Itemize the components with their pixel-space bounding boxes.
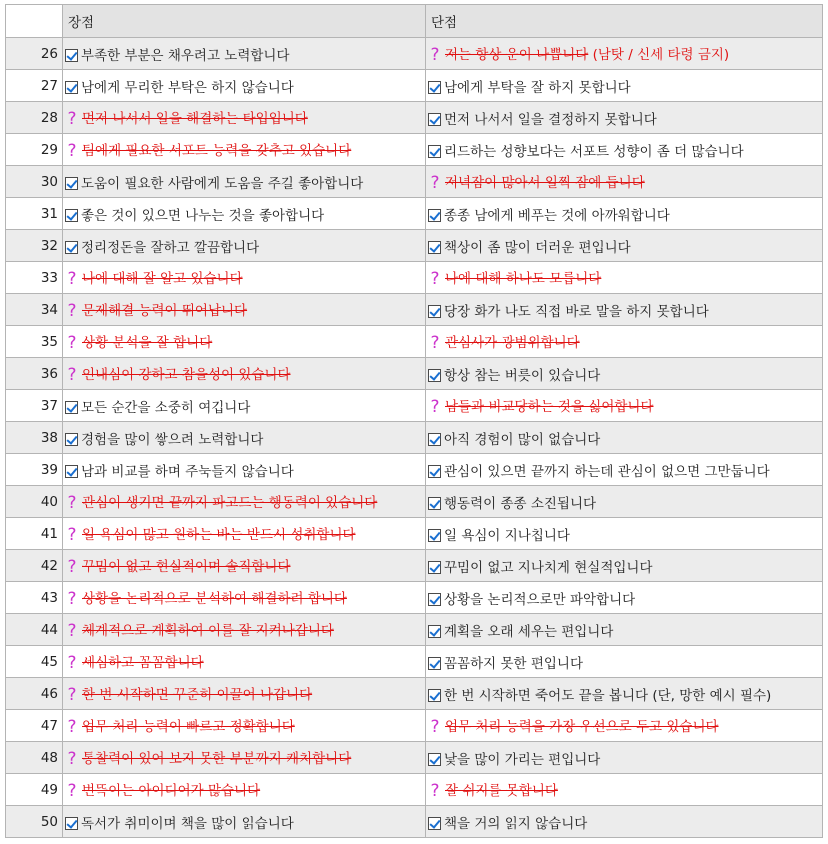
- table-row: [6, 102, 823, 134]
- pro-text: 도움이 필요한 사람에게 도움을 주길 좋아합니다: [81, 175, 364, 192]
- con-cell: [426, 326, 823, 358]
- con-text: 일 욕심이 지나칩니다: [444, 527, 570, 544]
- row-number: 34: [6, 294, 63, 326]
- row-number: 40: [6, 486, 63, 518]
- con-text: 저는 항상 운이 나쁩니다: [445, 46, 589, 63]
- checkbox-checked-icon: [428, 465, 441, 478]
- pro-cell: [63, 710, 426, 742]
- checkbox-checked-icon: [428, 241, 441, 254]
- question-mark-icon: ?: [67, 300, 77, 321]
- pro-text: 문제해결 능력이 뛰어납니다: [82, 302, 248, 319]
- con-text: 잘 쉬지를 못합니다: [445, 782, 558, 799]
- row-number: 37: [6, 390, 63, 422]
- table-row: [6, 518, 823, 550]
- con-cell: [426, 102, 823, 134]
- con-text: 업무 처리 능력을 가장 우선으로 두고 있습니다: [445, 718, 719, 735]
- pro-cell: [63, 134, 426, 166]
- checkbox-checked-icon: [428, 753, 441, 766]
- pro-text: 상황을 논리적으로 분석하여 해결하려 합니다: [82, 590, 347, 607]
- checkbox-checked-icon: [428, 209, 441, 222]
- header-cons: 단점: [426, 5, 823, 38]
- table-row: [6, 550, 823, 582]
- pro-text: 남과 비교를 하며 주눅들지 않습니다: [81, 463, 294, 480]
- table-row: [6, 742, 823, 774]
- pro-text: 상황 분석을 잘 합니다: [82, 334, 213, 351]
- pros-cons-table: [5, 4, 823, 838]
- question-mark-icon: ?: [67, 748, 77, 769]
- question-mark-icon: ?: [67, 716, 77, 737]
- checkbox-checked-icon: [65, 49, 78, 62]
- row-number: 43: [6, 582, 63, 614]
- pro-text: 나에 대해 잘 알고 있습니다: [82, 270, 243, 287]
- con-cell: [426, 454, 823, 486]
- table-row: [6, 262, 823, 294]
- pro-cell: [63, 102, 426, 134]
- row-number: 48: [6, 742, 63, 774]
- row-number: 46: [6, 678, 63, 710]
- con-cell: [426, 166, 823, 198]
- question-mark-icon: ?: [67, 652, 77, 673]
- row-number: 44: [6, 614, 63, 646]
- con-text: 책을 거의 읽지 않습니다: [444, 815, 588, 832]
- table-row: [6, 422, 823, 454]
- pro-text: 먼저 나서서 일을 해결하는 타입입니다: [82, 110, 308, 127]
- table-header-row: [6, 5, 823, 38]
- con-text: 항상 참는 버릇이 있습니다: [444, 367, 601, 384]
- con-text: 남에게 부탁을 잘 하지 못합니다: [444, 79, 631, 96]
- con-cell: [426, 230, 823, 262]
- table-row: [6, 166, 823, 198]
- checkbox-checked-icon: [428, 305, 441, 318]
- row-number: 47: [6, 710, 63, 742]
- question-mark-icon: ?: [67, 684, 77, 705]
- table-row: [6, 582, 823, 614]
- checkbox-checked-icon: [65, 817, 78, 830]
- table-row: [6, 678, 823, 710]
- question-mark-icon: ?: [67, 620, 77, 641]
- question-mark-icon: ?: [67, 588, 77, 609]
- checkbox-checked-icon: [65, 465, 78, 478]
- pro-cell: [63, 678, 426, 710]
- pro-cell: [63, 294, 426, 326]
- pro-text: 꾸밈이 없고 현실적이며 솔직합니다: [82, 558, 291, 575]
- con-cell: [426, 582, 823, 614]
- question-mark-icon: ?: [430, 172, 440, 193]
- checkbox-checked-icon: [65, 241, 78, 254]
- pro-cell: [63, 614, 426, 646]
- pro-cell: [63, 358, 426, 390]
- con-cell: [426, 422, 823, 454]
- header-number: [6, 5, 63, 38]
- checkbox-checked-icon: [65, 81, 78, 94]
- table-row: [6, 294, 823, 326]
- pro-cell: [63, 38, 426, 70]
- checkbox-checked-icon: [428, 145, 441, 158]
- question-mark-icon: ?: [67, 140, 77, 161]
- pro-cell: [63, 550, 426, 582]
- pro-text: 남에게 무리한 부탁은 하지 않습니다: [81, 79, 294, 96]
- question-mark-icon: ?: [67, 780, 77, 801]
- checkbox-checked-icon: [428, 369, 441, 382]
- con-note: (남탓 / 신세 타령 금지): [588, 46, 730, 63]
- checkbox-checked-icon: [428, 529, 441, 542]
- con-cell: [426, 486, 823, 518]
- row-number: 32: [6, 230, 63, 262]
- con-text: 꾸밈이 없고 지나치게 현실적입니다: [444, 559, 653, 576]
- row-number: 49: [6, 774, 63, 806]
- con-text: 종종 남에게 베푸는 것에 아까워합니다: [444, 207, 670, 224]
- pro-text: 관심이 생기면 끝까지 파고드는 행동력이 있습니다: [82, 494, 378, 511]
- pro-cell: [63, 742, 426, 774]
- pro-text: 팀에게 필요한 서포트 능력을 갖추고 있습니다: [82, 142, 352, 159]
- pro-cell: [63, 230, 426, 262]
- con-text: 저녁잠이 많아서 일찍 잠에 듭니다: [445, 174, 645, 191]
- checkbox-checked-icon: [428, 625, 441, 638]
- pro-cell: [63, 486, 426, 518]
- table-row: [6, 774, 823, 806]
- question-mark-icon: ?: [67, 108, 77, 129]
- question-mark-icon: ?: [430, 268, 440, 289]
- table-row: [6, 486, 823, 518]
- table-row: [6, 710, 823, 742]
- checkbox-checked-icon: [428, 113, 441, 126]
- pro-text: 통찰력이 있어 보지 못한 부분까지 캐치합니다: [82, 750, 352, 767]
- con-cell: [426, 294, 823, 326]
- question-mark-icon: ?: [430, 396, 440, 417]
- con-cell: [426, 646, 823, 678]
- pro-text: 부족한 부분은 채우려고 노력합니다: [81, 47, 290, 64]
- checkbox-checked-icon: [428, 433, 441, 446]
- con-cell: [426, 774, 823, 806]
- pro-cell: [63, 806, 426, 838]
- con-text: 상황을 논리적으로만 파악합니다: [444, 591, 636, 608]
- question-mark-icon: ?: [67, 364, 77, 385]
- row-number: 39: [6, 454, 63, 486]
- pro-cell: [63, 326, 426, 358]
- con-cell: [426, 518, 823, 550]
- con-cell: [426, 806, 823, 838]
- pro-cell: [63, 198, 426, 230]
- pro-text: 경험을 많이 쌓으려 노력합니다: [81, 431, 264, 448]
- con-cell: [426, 678, 823, 710]
- question-mark-icon: ?: [430, 44, 440, 65]
- con-cell: [426, 134, 823, 166]
- pro-cell: [63, 390, 426, 422]
- question-mark-icon: ?: [67, 268, 77, 289]
- row-number: 28: [6, 102, 63, 134]
- row-number: 31: [6, 198, 63, 230]
- pro-text: 세심하고 꼼꼼합니다: [82, 654, 204, 671]
- checkbox-checked-icon: [428, 561, 441, 574]
- pro-text: 한 번 시작하면 꾸준히 이끌어 나갑니다: [82, 686, 313, 703]
- pro-cell: [63, 166, 426, 198]
- pro-text: 좋은 것이 있으면 나누는 것을 좋아합니다: [81, 207, 325, 224]
- row-number: 26: [6, 38, 63, 70]
- question-mark-icon: ?: [430, 716, 440, 737]
- row-number: 50: [6, 806, 63, 838]
- con-text: 관심이 있으면 끝까지 하는데 관심이 없으면 그만둡니다: [444, 463, 770, 480]
- pro-cell: [63, 262, 426, 294]
- pro-text: 인내심이 강하고 참을성이 있습니다: [82, 366, 291, 383]
- checkbox-checked-icon: [65, 401, 78, 414]
- table-row: [6, 134, 823, 166]
- table-row: [6, 358, 823, 390]
- row-number: 29: [6, 134, 63, 166]
- pro-text: 일 욕심이 많고 원하는 바는 반드시 성취합니다: [82, 526, 356, 543]
- header-pros: 장점: [63, 5, 426, 38]
- checkbox-checked-icon: [428, 81, 441, 94]
- question-mark-icon: ?: [430, 332, 440, 353]
- con-text: 아직 경험이 많이 없습니다: [444, 431, 601, 448]
- con-cell: [426, 550, 823, 582]
- question-mark-icon: ?: [67, 492, 77, 513]
- pro-cell: [63, 70, 426, 102]
- con-cell: [426, 262, 823, 294]
- pro-cell: [63, 646, 426, 678]
- table-row: [6, 326, 823, 358]
- question-mark-icon: ?: [67, 332, 77, 353]
- con-cell: [426, 358, 823, 390]
- con-cell: [426, 390, 823, 422]
- pro-text: 독서가 취미이며 책을 많이 읽습니다: [81, 815, 294, 832]
- table-row: [6, 38, 823, 70]
- row-number: 42: [6, 550, 63, 582]
- table-body: [6, 38, 823, 838]
- checkbox-checked-icon: [428, 497, 441, 510]
- pro-cell: [63, 774, 426, 806]
- row-number: 30: [6, 166, 63, 198]
- con-text: 리드하는 성향보다는 서포트 성향이 좀 더 많습니다: [444, 143, 744, 160]
- con-text: 나에 대해 하나도 모릅니다: [445, 270, 602, 287]
- question-mark-icon: ?: [430, 780, 440, 801]
- checkbox-checked-icon: [65, 433, 78, 446]
- table-row: [6, 70, 823, 102]
- question-mark-icon: ?: [67, 556, 77, 577]
- con-cell: [426, 614, 823, 646]
- pro-cell: [63, 518, 426, 550]
- table-row: [6, 646, 823, 678]
- con-text: 관심사가 광범위합니다: [445, 334, 580, 351]
- pro-text: 모든 순간을 소중히 여깁니다: [81, 399, 251, 416]
- con-cell: [426, 70, 823, 102]
- con-text: 꼼꼼하지 못한 편입니다: [444, 655, 583, 672]
- row-number: 33: [6, 262, 63, 294]
- con-text: 당장 화가 나도 직접 바로 말을 하지 못합니다: [444, 303, 709, 320]
- table-row: [6, 454, 823, 486]
- con-text: 낯을 많이 가리는 편입니다: [444, 751, 601, 768]
- table-row: [6, 614, 823, 646]
- con-cell: [426, 710, 823, 742]
- table-row: [6, 198, 823, 230]
- pro-text: 번뜩이는 아이디어가 많습니다: [82, 782, 261, 799]
- table-row: [6, 806, 823, 838]
- pro-text: 정리정돈을 잘하고 깔끔합니다: [81, 239, 260, 256]
- pro-cell: [63, 582, 426, 614]
- pro-text: 체계적으로 계획하여 이를 잘 지켜나갑니다: [82, 622, 334, 639]
- pro-cell: [63, 422, 426, 454]
- row-number: 45: [6, 646, 63, 678]
- checkbox-checked-icon: [428, 817, 441, 830]
- pro-cell: [63, 454, 426, 486]
- con-text: 먼저 나서서 일을 결정하지 못합니다: [444, 111, 657, 128]
- con-text: 한 번 시작하면 죽어도 끝을 봅니다 (단, 망한 예시 필수): [444, 687, 772, 704]
- question-mark-icon: ?: [67, 524, 77, 545]
- con-cell: [426, 742, 823, 774]
- row-number: 27: [6, 70, 63, 102]
- con-cell: [426, 198, 823, 230]
- pro-text: 업무 처리 능력이 빠르고 정확합니다: [82, 718, 295, 735]
- row-number: 41: [6, 518, 63, 550]
- checkbox-checked-icon: [428, 689, 441, 702]
- row-number: 38: [6, 422, 63, 454]
- checkbox-checked-icon: [65, 177, 78, 190]
- table-row: [6, 230, 823, 262]
- checkbox-checked-icon: [65, 209, 78, 222]
- con-text: 계획을 오래 세우는 편입니다: [444, 623, 614, 640]
- con-cell: [426, 38, 823, 70]
- checkbox-checked-icon: [428, 593, 441, 606]
- con-text: 남들과 비교당하는 것을 싫어합니다: [445, 398, 654, 415]
- checkbox-checked-icon: [428, 657, 441, 670]
- row-number: 35: [6, 326, 63, 358]
- row-number: 36: [6, 358, 63, 390]
- con-text: 책상이 좀 많이 더러운 편입니다: [444, 239, 631, 256]
- table-row: [6, 390, 823, 422]
- con-text: 행동력이 종종 소진됩니다: [444, 495, 597, 512]
